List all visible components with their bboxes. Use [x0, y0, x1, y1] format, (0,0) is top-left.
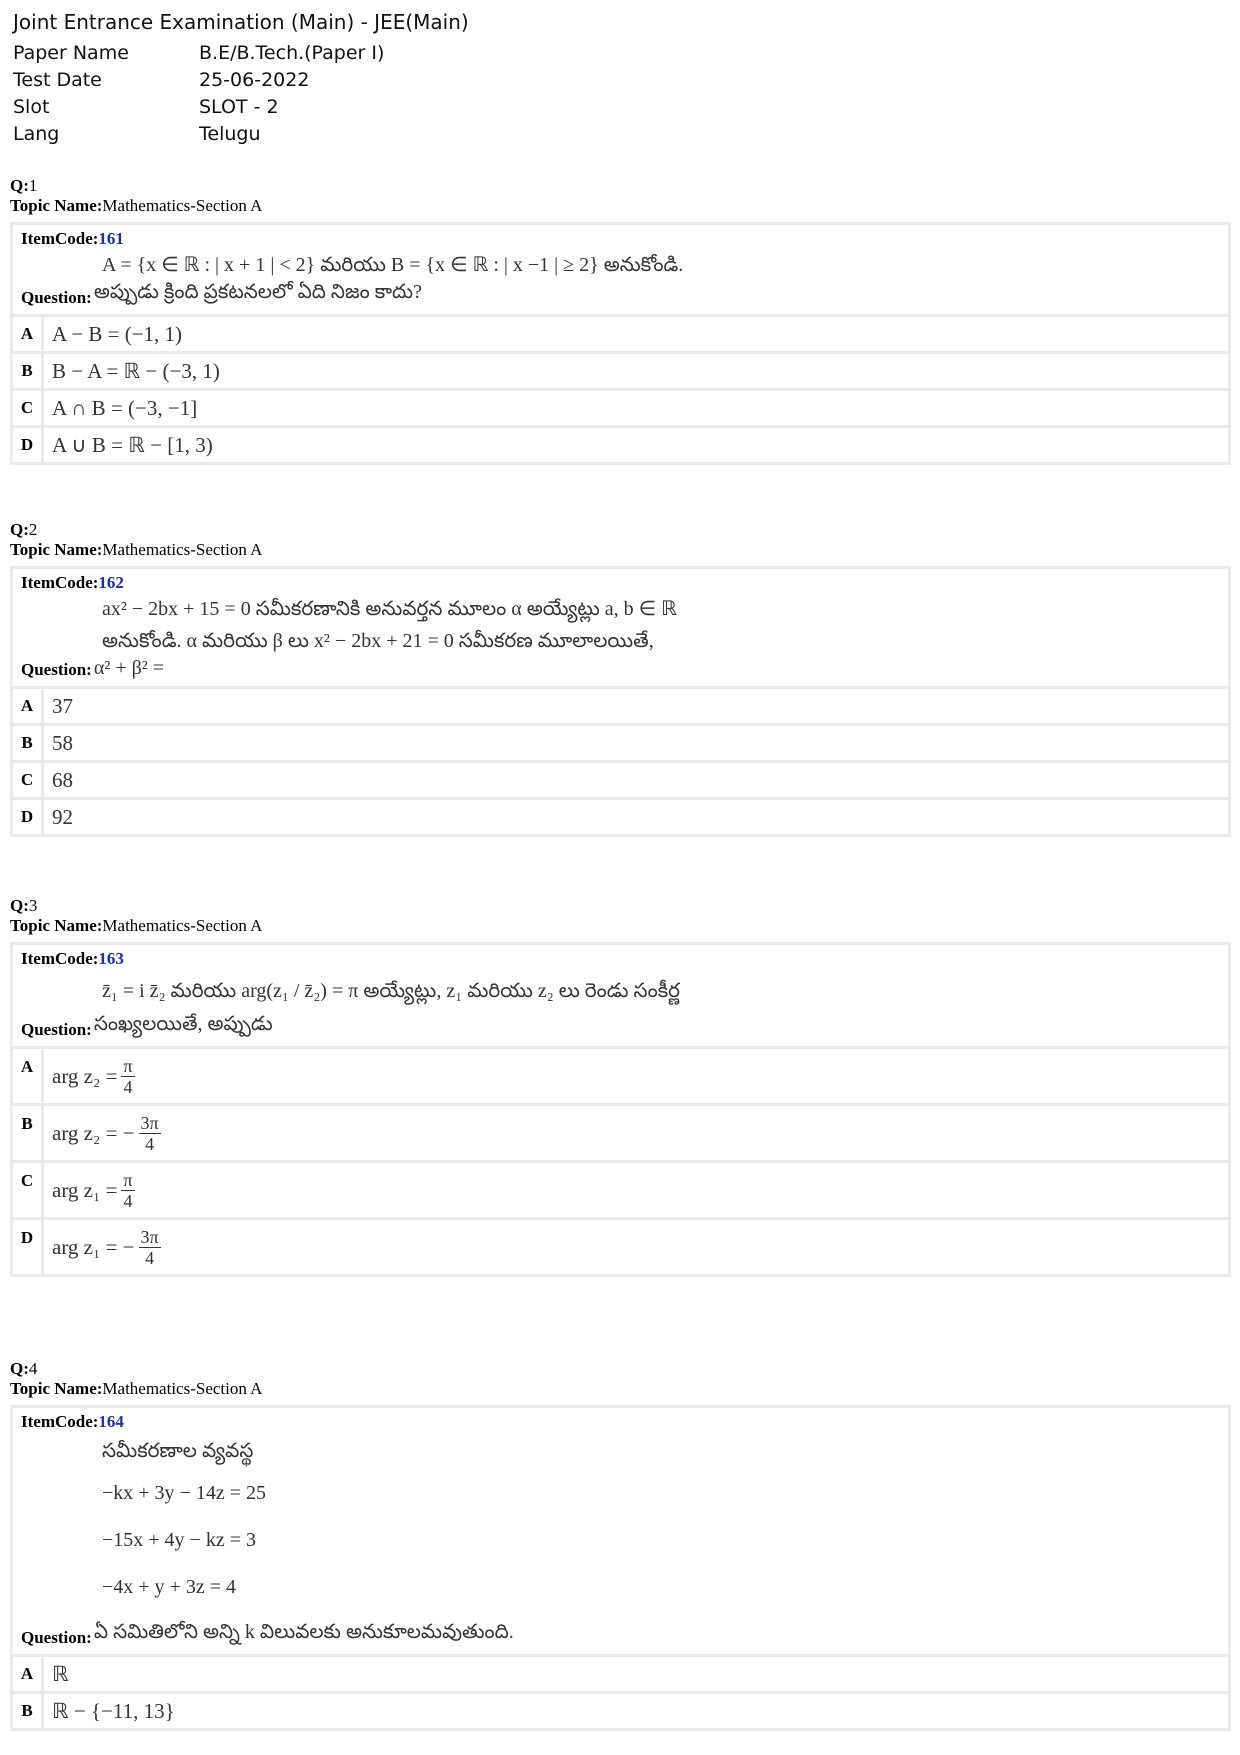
question-text: α² + β² = — [93, 657, 165, 679]
fraction-numerator: π — [123, 1055, 133, 1076]
option-b[interactable] — [13, 723, 1228, 760]
option-b[interactable] — [13, 1691, 1228, 1728]
option-letter: B — [13, 354, 44, 388]
q-number-value: 1 — [28, 176, 38, 195]
option-text: B − A = ℝ − (−3, 1) — [52, 358, 220, 383]
equation-line: −15x + 4y − kz = 3 — [102, 1529, 256, 1551]
question-card — [10, 222, 1231, 465]
meta-test-date — [13, 67, 469, 94]
fraction — [139, 1227, 161, 1268]
question-card — [10, 1405, 1231, 1731]
fraction-denominator: 4 — [123, 1076, 133, 1097]
question-stem — [13, 225, 1228, 314]
topic-value: Mathematics-Section A — [102, 540, 263, 559]
option-letter: A — [13, 689, 44, 723]
itemcode-prefix: ItemCode: — [21, 949, 99, 968]
option-text — [44, 1163, 143, 1217]
itemcode-value: 164 — [98, 1412, 124, 1431]
meta-value: B.E/B.Tech.(Paper I) — [199, 42, 385, 64]
item-code — [21, 573, 1220, 593]
question-row — [21, 657, 1220, 680]
topic-value: Mathematics-Section A — [102, 916, 263, 935]
option-text — [44, 1049, 143, 1103]
q-number-value: 2 — [28, 520, 38, 539]
option-text: ℝ — [52, 1661, 69, 1686]
option-letter: D — [13, 428, 44, 462]
option-text: 58 — [52, 730, 73, 755]
fraction-numerator: 3π — [140, 1112, 159, 1133]
question-text: సంఖ్యలయితే, అప్పుడు — [93, 1013, 273, 1035]
meta-lang — [13, 121, 469, 148]
option-c[interactable] — [13, 1160, 1228, 1217]
option-letter: D — [13, 800, 44, 834]
meta-label: Test Date — [13, 69, 102, 91]
question-stem — [13, 569, 1228, 686]
exam-header — [13, 10, 469, 148]
item-code — [21, 949, 1220, 969]
topic-name — [10, 196, 1231, 216]
option-text: A ∩ B = (−3, −1] — [52, 395, 198, 420]
option-d[interactable] — [13, 1217, 1228, 1274]
q-number-value: 4 — [28, 1359, 38, 1378]
topic-name — [10, 540, 1231, 560]
option-letter: A — [13, 1657, 44, 1691]
option-prefix: arg z₁ = − — [52, 1234, 135, 1259]
equation-line: −4x + y + 3z = 4 — [102, 1576, 236, 1598]
option-text: 68 — [52, 767, 73, 792]
fraction-numerator: π — [123, 1169, 133, 1190]
option-text — [44, 1106, 169, 1160]
itemcode-value: 163 — [98, 949, 124, 968]
question-line: సమీకరణాల వ్యవస్థ — [102, 1440, 254, 1462]
question-number — [10, 176, 1231, 196]
question-text: అప్పుడు క్రింది ప్రకటనలలో ఏది నిజం కాదు? — [93, 281, 422, 303]
meta-slot — [13, 94, 469, 121]
topic-prefix: Topic Name: — [10, 540, 103, 559]
option-a[interactable] — [13, 1046, 1228, 1103]
question-card — [10, 942, 1231, 1277]
option-text: ℝ − {−11, 13} — [52, 1698, 175, 1723]
meta-value: Telugu — [199, 123, 261, 145]
question-block-4 — [10, 1359, 1231, 1731]
itemcode-prefix: ItemCode: — [21, 229, 99, 248]
option-letter: A — [13, 317, 44, 351]
question-label: Question: — [21, 288, 92, 307]
topic-prefix: Topic Name: — [10, 196, 103, 215]
option-c[interactable] — [13, 760, 1228, 797]
topic-prefix: Topic Name: — [10, 1379, 103, 1398]
option-letter: C — [13, 1163, 44, 1217]
fraction-numerator: 3π — [140, 1226, 159, 1247]
fraction — [139, 1113, 161, 1154]
question-number — [10, 896, 1231, 916]
question-row — [21, 1013, 1220, 1040]
meta-paper-name — [13, 40, 469, 67]
itemcode-value: 161 — [98, 229, 124, 248]
option-text: 92 — [52, 804, 73, 829]
q-prefix: Q: — [10, 896, 29, 915]
option-prefix: arg z₁ = — [52, 1177, 118, 1202]
question-row — [21, 281, 1220, 308]
option-prefix: arg z₂ = — [52, 1063, 118, 1088]
option-b[interactable] — [13, 351, 1228, 388]
option-c[interactable] — [13, 388, 1228, 425]
equation-line: −kx + 3y − 14z = 25 — [102, 1482, 266, 1504]
option-letter: D — [13, 1220, 44, 1274]
fraction-denominator: 4 — [123, 1190, 133, 1211]
question-line: ax² − 2bx + 15 = 0 సమీకరణానికి అనువర్తన మూలం α అయ్యేట్లు a, b ∈ ℝ — [102, 598, 677, 620]
option-a[interactable] — [13, 1654, 1228, 1691]
question-stem — [13, 1408, 1228, 1654]
option-letter: C — [13, 391, 44, 425]
question-number — [10, 1359, 1231, 1379]
question-label: Question: — [21, 1628, 92, 1647]
question-line: z̄₁ = i z̄₂ మరియు arg(z₁ / z̄₂) = π అయ్యేట్లు, z₁ మరియు z₂ లు రెండు సంకీర్ణ — [102, 980, 681, 1002]
fraction — [121, 1170, 134, 1211]
topic-name — [10, 916, 1231, 936]
item-code — [21, 229, 1220, 249]
question-text: ఏ సమితిలోని అన్ని k విలువలకు అనుకూలమవుతుంది. — [93, 1621, 514, 1643]
fraction-denominator: 4 — [145, 1247, 155, 1268]
question-block-2 — [10, 520, 1231, 837]
option-letter: C — [13, 763, 44, 797]
topic-value: Mathematics-Section A — [102, 1379, 263, 1398]
option-a[interactable] — [13, 314, 1228, 351]
question-card — [10, 566, 1231, 837]
q-prefix: Q: — [10, 176, 29, 195]
option-b[interactable] — [13, 1103, 1228, 1160]
question-block-1 — [10, 176, 1231, 465]
question-stem — [13, 945, 1228, 1046]
meta-value: 25-06-2022 — [199, 69, 310, 91]
fraction — [121, 1056, 134, 1097]
option-text: A − B = (−1, 1) — [52, 321, 183, 346]
question-block-3 — [10, 896, 1231, 1277]
option-letter: B — [13, 1694, 44, 1728]
meta-value: SLOT - 2 — [199, 96, 279, 118]
item-code — [21, 1412, 1220, 1432]
question-row — [21, 1621, 1220, 1648]
fraction-denominator: 4 — [145, 1133, 155, 1154]
option-prefix: arg z₂ = − — [52, 1120, 135, 1145]
exam-title: Joint Entrance Examination (Main) - JEE(Main) — [13, 10, 469, 34]
option-text: 37 — [52, 693, 73, 718]
meta-label: Paper Name — [13, 42, 129, 64]
q-prefix: Q: — [10, 1359, 29, 1378]
option-a[interactable] — [13, 686, 1228, 723]
topic-prefix: Topic Name: — [10, 916, 103, 935]
itemcode-prefix: ItemCode: — [21, 1412, 99, 1431]
option-d[interactable] — [13, 425, 1228, 462]
question-label: Question: — [21, 660, 92, 679]
option-text: A ∪ B = ℝ − [1, 3) — [52, 432, 213, 457]
option-letter: A — [13, 1049, 44, 1103]
q-prefix: Q: — [10, 520, 29, 539]
itemcode-value: 162 — [98, 573, 124, 592]
option-letter: B — [13, 726, 44, 760]
topic-name — [10, 1379, 1231, 1399]
option-letter: B — [13, 1106, 44, 1160]
option-d[interactable] — [13, 797, 1228, 834]
meta-label: Lang — [13, 123, 60, 145]
meta-label: Slot — [13, 96, 50, 118]
question-number — [10, 520, 1231, 540]
question-line: A = {x ∈ ℝ : | x + 1 | < 2} మరియు B = {x ∈ ℝ : | x −1 | ≥ 2} అనుకోండి. — [102, 254, 684, 276]
topic-value: Mathematics-Section A — [102, 196, 263, 215]
q-number-value: 3 — [28, 896, 38, 915]
itemcode-prefix: ItemCode: — [21, 573, 99, 592]
option-text — [44, 1220, 169, 1274]
question-line: అనుకోండి. α మరియు β లు x² − 2bx + 21 = 0 సమీకరణ మూలాలయితే, — [102, 630, 654, 652]
question-label: Question: — [21, 1020, 92, 1039]
